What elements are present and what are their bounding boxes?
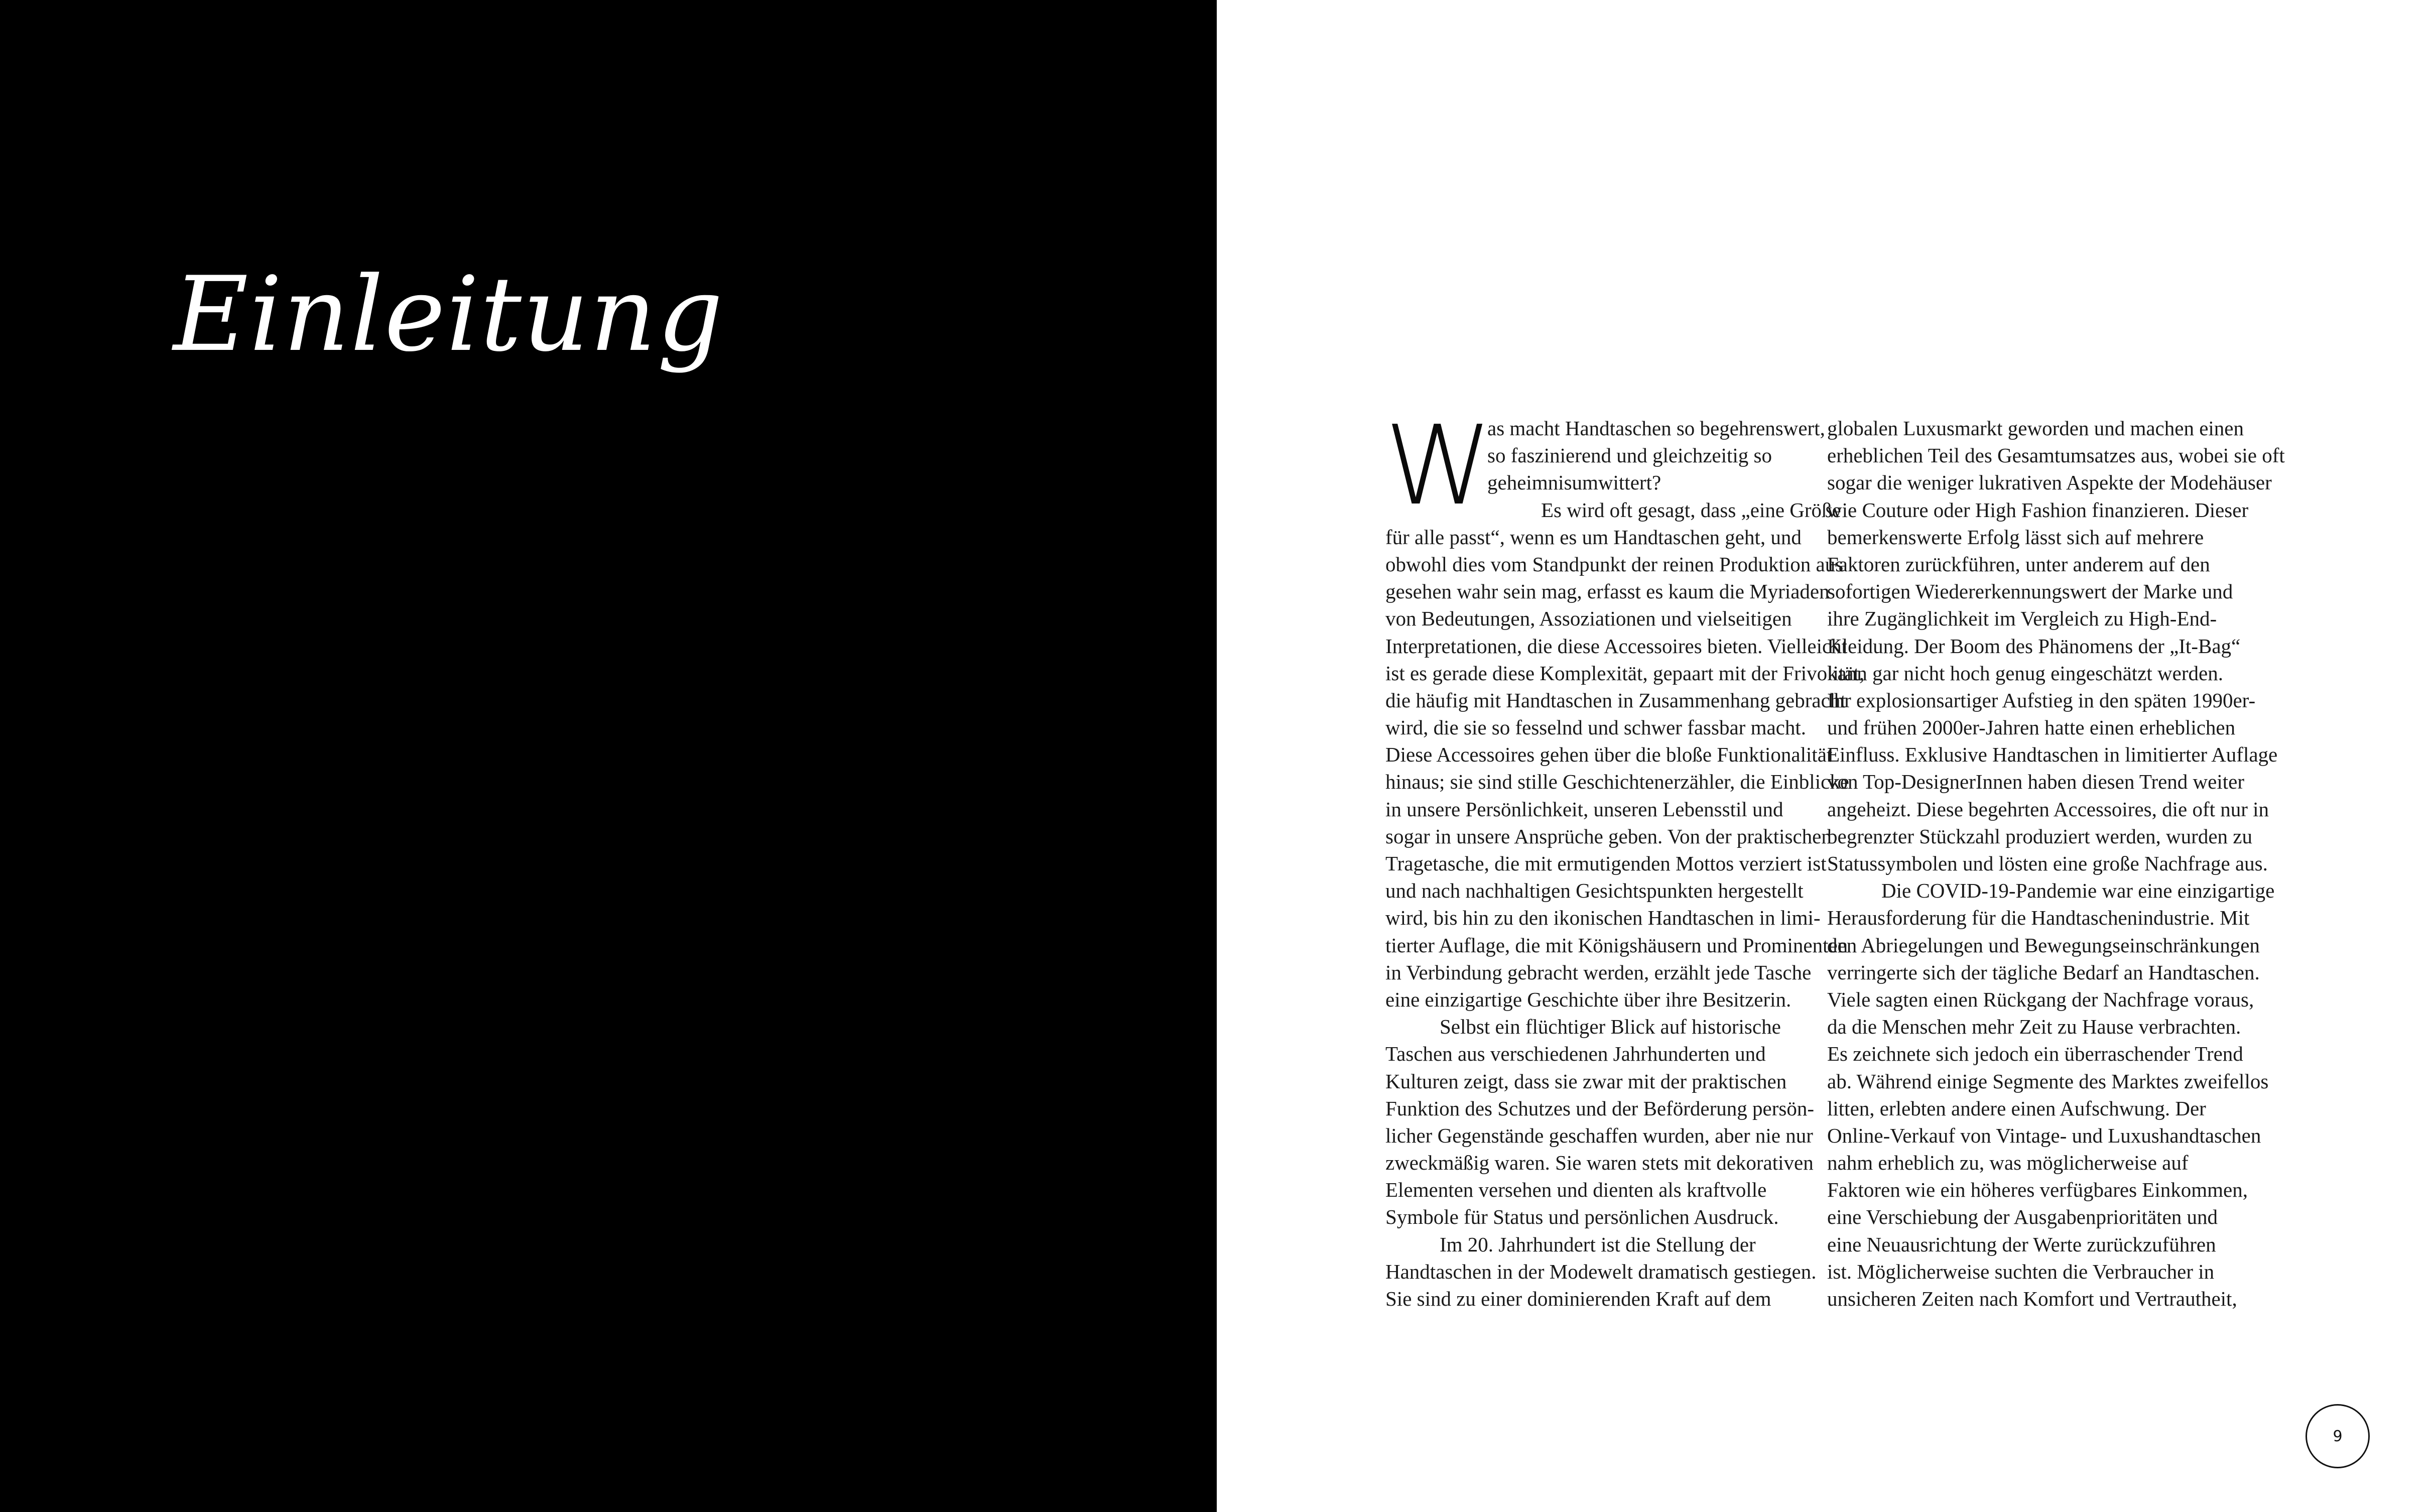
text-line: sofortigen Wiedererkennungswert der Marke und bbox=[1827, 580, 2233, 603]
text-column-left bbox=[1384, 403, 1865, 1312]
text-line: verringerte sich der tägliche Bedarf an Handtaschen. bbox=[1827, 960, 2260, 984]
text-line: Diese Accessoires gehen über die bloße Funktionalität bbox=[1385, 743, 1833, 767]
text-line: Kleidung. Der Boom des Phänomens der „It-Bag“ bbox=[1827, 634, 2241, 658]
text-line: Die COVID-19-Pandemie war eine einzigartige bbox=[1881, 879, 2275, 903]
page-number: 9 bbox=[2333, 1427, 2343, 1445]
text-line: und nach nachhaltigen Gesichtspunkten hergestellt bbox=[1385, 879, 1804, 903]
text-line: Elementen versehen und dienten als kraftvolle bbox=[1385, 1178, 1767, 1202]
text-line: bemerkenswerte Erfolg lässt sich auf mehrere bbox=[1827, 525, 2204, 549]
text-line: wird, die sie so fesselnd und schwer fassbar macht. bbox=[1385, 716, 1806, 739]
text-line: Es zeichnete sich jedoch ein überraschender Trend bbox=[1827, 1042, 2243, 1066]
text-line: Handtaschen in der Modewelt dramatisch gestiegen. bbox=[1385, 1259, 1817, 1283]
text-line: Sie sind zu einer dominierenden Kraft auf dem bbox=[1385, 1287, 1771, 1310]
text-line: in unsere Persönlichkeit, unseren Lebensstil und bbox=[1385, 797, 1783, 821]
text-line: für alle passt“, wenn es um Handtaschen geht, und bbox=[1385, 525, 1802, 549]
text-line: as macht Handtaschen so begehrenswert, bbox=[1487, 417, 1825, 440]
text-line: tierter Auflage, die mit Königshäusern und Prominenten bbox=[1385, 933, 1848, 957]
text-line: da die Menschen mehr Zeit zu Hause verbrachten. bbox=[1827, 1015, 2241, 1039]
text-line: Faktoren wie ein höheres verfügbares Einkommen, bbox=[1827, 1178, 2248, 1202]
text-line: sogar in unsere Ansprüche geben. Von der praktischen bbox=[1385, 824, 1832, 848]
text-line: licher Gegenstände geschaffen wurden, aber nie nur bbox=[1385, 1123, 1813, 1147]
text-line: zweckmäßig waren. Sie waren stets mit dekorativen bbox=[1385, 1151, 1814, 1175]
text-line: geheimnisumwittert? bbox=[1487, 471, 1661, 494]
text-line: wie Couture oder High Fashion finanzieren. Dieser bbox=[1827, 498, 2249, 522]
text-line: Faktoren zurückführen, unter anderem auf den bbox=[1827, 552, 2210, 576]
text-line: Funktion des Schutzes und der Beförderung persön- bbox=[1385, 1096, 1814, 1120]
text-line: in Verbindung gebracht werden, erzählt jede Tasche bbox=[1385, 960, 1812, 984]
text-line: litten, erlebten andere einen Aufschwung. Der bbox=[1827, 1096, 2206, 1120]
text-line: Symbole für Status und persönlichen Ausdruck. bbox=[1385, 1205, 1779, 1229]
text-line: ist es gerade diese Komplexität, gepaart mit der Frivolität, bbox=[1385, 661, 1865, 685]
text-line: Taschen aus verschiedenen Jahrhunderten und bbox=[1385, 1042, 1766, 1066]
text-line: Interpretationen, die diese Accessoires bieten. Vielleicht bbox=[1385, 634, 1848, 658]
text-line: Im 20. Jahrhundert ist die Stellung der bbox=[1440, 1232, 1756, 1256]
text-line: Einfluss. Exklusive Handtaschen in limitierter Auflage bbox=[1827, 743, 2278, 767]
text-line: Selbst ein flüchtiger Blick auf historische bbox=[1440, 1015, 1781, 1039]
text-line: Herausforderung für die Handtaschenindustrie. Mit bbox=[1827, 906, 2250, 930]
text-line: Tragetasche, die mit ermutigenden Mottos verziert ist bbox=[1385, 852, 1827, 875]
text-line: den Abriegelungen und Bewegungseinschränkungen bbox=[1827, 933, 2260, 957]
text-line: die häufig mit Handtaschen in Zusammenhang gebracht bbox=[1385, 688, 1846, 712]
chapter-title: Einleitung bbox=[173, 255, 724, 374]
text-line: ist. Möglicherweise suchten die Verbraucher in bbox=[1827, 1259, 2215, 1283]
text-line: kann gar nicht hoch genug eingeschätzt werden. bbox=[1827, 661, 2223, 685]
text-line: Ihr explosionsartiger Aufstieg in den späten 1990er- bbox=[1827, 688, 2256, 712]
text-line: Statussymbolen und lösten eine große Nachfrage aus. bbox=[1827, 852, 2268, 875]
text-line: und frühen 2000er-Jahren hatte einen erheblichen bbox=[1827, 716, 2236, 739]
text-line: von Bedeutungen, Assoziationen und vielseitigen bbox=[1385, 607, 1792, 631]
text-line: ihre Zugänglichkeit im Vergleich zu High-End- bbox=[1827, 607, 2217, 631]
text-line: wird, bis hin zu den ikonischen Handtaschen in limi- bbox=[1385, 906, 1821, 930]
text-line: von Top-DesignerInnen haben diesen Trend weiter bbox=[1827, 770, 2244, 794]
text-line: so faszinierend und gleichzeitig so bbox=[1487, 444, 1772, 467]
text-line: hinaus; sie sind stille Geschichtenerzähler, die Einblicke bbox=[1385, 770, 1849, 794]
text-line: unsicheren Zeiten nach Komfort und Vertrautheit, bbox=[1827, 1287, 2237, 1310]
text-column-right bbox=[1827, 415, 2285, 1312]
text-line: angeheizt. Diese begehrten Accessoires, die oft nur in bbox=[1827, 797, 2269, 821]
text-line: eine Neuausrichtung der Werte zurückzuführen bbox=[1827, 1232, 2216, 1256]
text-line: Kulturen zeigt, dass sie zwar mit der praktischen bbox=[1385, 1069, 1787, 1093]
text-line: erheblichen Teil des Gesamtumsatzes aus, wobei sie oft bbox=[1827, 444, 2285, 467]
text-line: ab. Während einige Segmente des Marktes zweifellos bbox=[1827, 1069, 2269, 1093]
text-line: obwohl dies vom Standpunkt der reinen Produktion aus bbox=[1385, 552, 1844, 576]
text-line: Viele sagten einen Rückgang der Nachfrage voraus, bbox=[1827, 987, 2254, 1011]
text-line: gesehen wahr sein mag, erfasst es kaum die Myriaden bbox=[1385, 580, 1830, 603]
text-line: begrenzter Stückzahl produziert werden, wurden zu bbox=[1827, 824, 2252, 848]
text-line: globalen Luxusmarkt geworden und machen einen bbox=[1827, 417, 2244, 440]
text-line: eine einzigartige Geschichte über ihre Besitzerin. bbox=[1385, 987, 1792, 1011]
drop-cap: W bbox=[1384, 403, 1493, 530]
text-line: Es wird oft gesagt, dass „eine Größe bbox=[1541, 498, 1841, 522]
text-line: Online-Verkauf von Vintage- und Luxushandtaschen bbox=[1827, 1123, 2261, 1147]
text-line: eine Verschiebung der Ausgabenprioritäten und bbox=[1827, 1205, 2218, 1229]
page-number-badge bbox=[2306, 1404, 2370, 1468]
text-line: nahm erheblich zu, was möglicherweise auf bbox=[1827, 1151, 2189, 1175]
text-line: sogar die weniger lukrativen Aspekte der Modehäuser bbox=[1827, 471, 2272, 494]
